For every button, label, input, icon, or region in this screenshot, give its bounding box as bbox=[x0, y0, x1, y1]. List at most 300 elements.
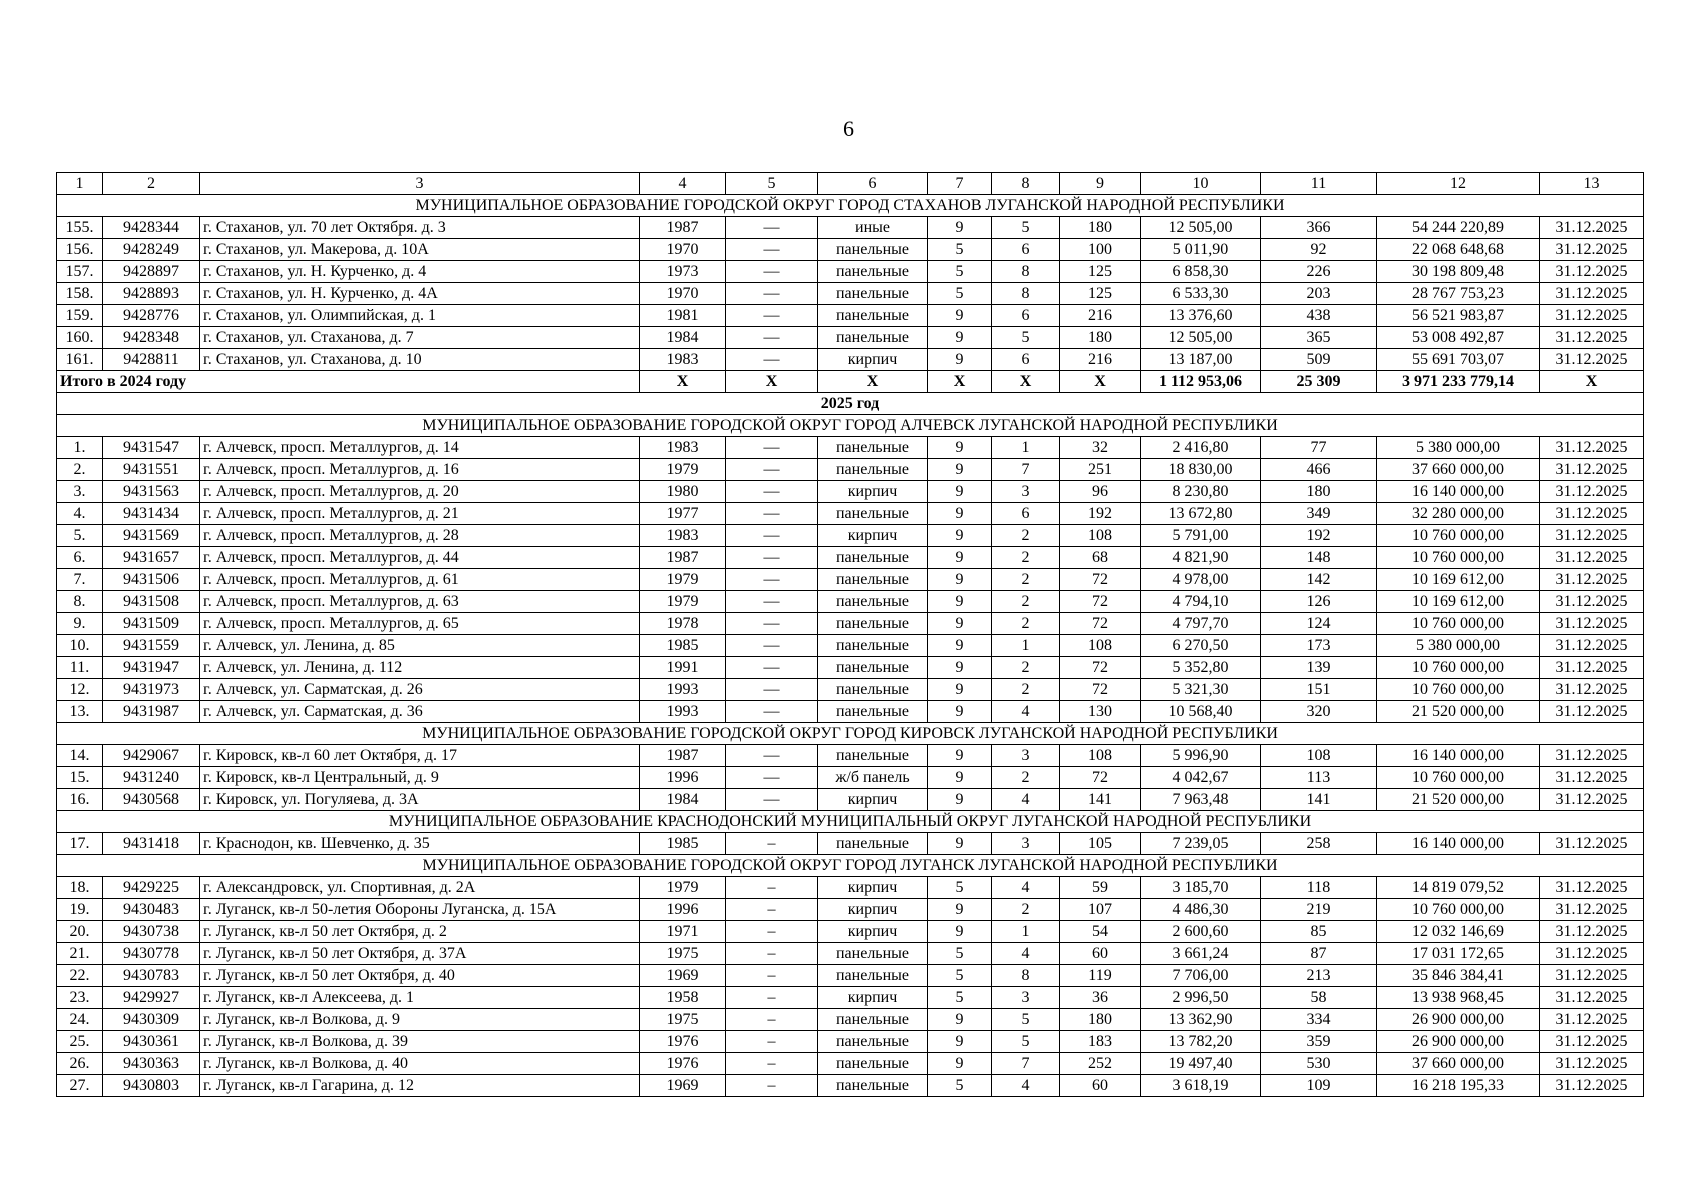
table-cell: 31.12.2025 bbox=[1540, 459, 1644, 481]
table-cell: 349 bbox=[1261, 503, 1377, 525]
table-cell: 2 bbox=[992, 899, 1060, 921]
table-cell: 5 bbox=[928, 987, 992, 1009]
table-cell: 54 244 220,89 bbox=[1377, 217, 1540, 239]
table-cell: 9430783 bbox=[103, 965, 200, 987]
table-cell: 23. bbox=[57, 987, 103, 1009]
table-cell: 1978 bbox=[640, 613, 726, 635]
table-cell: 31.12.2025 bbox=[1540, 767, 1644, 789]
table-cell: 21 520 000,00 bbox=[1377, 701, 1540, 723]
table-cell: 60 bbox=[1060, 1075, 1141, 1097]
table-cell: г. Луганск, кв-л 50 лет Октября, д. 37А bbox=[200, 943, 640, 965]
table-cell: 77 bbox=[1261, 437, 1377, 459]
table-cell: 31.12.2025 bbox=[1540, 349, 1644, 371]
table-cell: 180 bbox=[1060, 1009, 1141, 1031]
table-cell: 13 672,80 bbox=[1141, 503, 1261, 525]
table-cell: 216 bbox=[1060, 305, 1141, 327]
table-cell: 9431506 bbox=[103, 569, 200, 591]
table-cell: г. Кировск, кв-л 60 лет Октября, д. 17 bbox=[200, 745, 640, 767]
table-cell: панельные bbox=[818, 591, 928, 613]
table-cell: 9431947 bbox=[103, 657, 200, 679]
table-cell: г. Алчевск, ул. Ленина, д. 112 bbox=[200, 657, 640, 679]
table-cell: г. Алчевск, просп. Металлургов, д. 20 bbox=[200, 481, 640, 503]
table-cell: 9430361 bbox=[103, 1031, 200, 1053]
table-cell: 17. bbox=[57, 833, 103, 855]
table-cell: 19. bbox=[57, 899, 103, 921]
table-cell: 2 600,60 bbox=[1141, 921, 1261, 943]
year-heading-text: 2025 год bbox=[57, 393, 1644, 415]
table-cell: панельные bbox=[818, 1009, 928, 1031]
table-cell: 26 900 000,00 bbox=[1377, 1031, 1540, 1053]
table-cell: г. Стаханов, ул. Н. Курченко, д. 4А bbox=[200, 283, 640, 305]
table-cell: 125 bbox=[1060, 261, 1141, 283]
table-cell: 1. bbox=[57, 437, 103, 459]
table-cell: г. Кировск, ул. Погуляева, д. 3А bbox=[200, 789, 640, 811]
table-cell: – bbox=[726, 965, 818, 987]
table-cell: 5 bbox=[928, 877, 992, 899]
table-cell: г. Алчевск, просп. Металлургов, д. 28 bbox=[200, 525, 640, 547]
table-cell: 1977 bbox=[640, 503, 726, 525]
table-cell: 5 321,30 bbox=[1141, 679, 1261, 701]
table-cell: г. Алчевск, ул. Сарматская, д. 36 bbox=[200, 701, 640, 723]
table-cell: — bbox=[726, 283, 818, 305]
section-heading bbox=[57, 723, 1644, 745]
table-cell: 6 533,30 bbox=[1141, 283, 1261, 305]
table-cell: 32 280 000,00 bbox=[1377, 503, 1540, 525]
table-cell: 85 bbox=[1261, 921, 1377, 943]
table-cell: 31.12.2025 bbox=[1540, 1031, 1644, 1053]
table-cell: 10. bbox=[57, 635, 103, 657]
table-cell: 1996 bbox=[640, 899, 726, 921]
table-cell: 1970 bbox=[640, 239, 726, 261]
table-cell: 1987 bbox=[640, 745, 726, 767]
table-cell: 1975 bbox=[640, 943, 726, 965]
section-heading bbox=[57, 811, 1644, 833]
table-cell: — bbox=[726, 305, 818, 327]
table-row bbox=[57, 635, 1644, 657]
table-cell: кирпич bbox=[818, 481, 928, 503]
table-cell: 1958 bbox=[640, 987, 726, 1009]
table-cell: 2 bbox=[992, 525, 1060, 547]
table-row bbox=[57, 657, 1644, 679]
table-cell: 13 362,90 bbox=[1141, 1009, 1261, 1031]
table-cell: 58 bbox=[1261, 987, 1377, 1009]
table-cell: 9 bbox=[928, 657, 992, 679]
table-cell: – bbox=[726, 943, 818, 965]
table-cell: 16. bbox=[57, 789, 103, 811]
table-row bbox=[57, 767, 1644, 789]
table-cell: 2 bbox=[992, 591, 1060, 613]
table-cell: 6 bbox=[992, 305, 1060, 327]
table-cell: 31.12.2025 bbox=[1540, 569, 1644, 591]
table-cell: г. Алчевск, ул. Сарматская, д. 26 bbox=[200, 679, 640, 701]
table-row bbox=[57, 503, 1644, 525]
table-cell: 226 bbox=[1261, 261, 1377, 283]
table-cell: 59 bbox=[1060, 877, 1141, 899]
table-cell: 9 bbox=[928, 679, 992, 701]
total-label: Итого в 2024 году bbox=[57, 371, 640, 393]
total-cell: 1 112 953,06 bbox=[1141, 371, 1261, 393]
table-cell: 192 bbox=[1060, 503, 1141, 525]
table-cell: 31.12.2025 bbox=[1540, 635, 1644, 657]
table-cell: 96 bbox=[1060, 481, 1141, 503]
table-cell: 9 bbox=[928, 547, 992, 569]
table-cell: 1976 bbox=[640, 1053, 726, 1075]
table-cell: 9431508 bbox=[103, 591, 200, 613]
table-cell: 31.12.2025 bbox=[1540, 437, 1644, 459]
table-cell: 1983 bbox=[640, 349, 726, 371]
table-cell: 4 bbox=[992, 701, 1060, 723]
table-cell: 5 bbox=[992, 327, 1060, 349]
table-cell: 9428897 bbox=[103, 261, 200, 283]
table-cell: 9 bbox=[928, 899, 992, 921]
table-cell: — bbox=[726, 635, 818, 657]
table-cell: 92 bbox=[1261, 239, 1377, 261]
section-heading-text: МУНИЦИПАЛЬНОЕ ОБРАЗОВАНИЕ ГОРОДСКОЙ ОКРУГ ГОРОД КИРОВСК ЛУГАНСКОЙ НАРОДНОЙ РЕСПУБЛИКИ bbox=[57, 723, 1644, 745]
table-cell: 9 bbox=[928, 349, 992, 371]
table-cell: 5 380 000,00 bbox=[1377, 635, 1540, 657]
table-row bbox=[57, 1031, 1644, 1053]
table-cell: 5 bbox=[928, 965, 992, 987]
table-cell: г. Луганск, кв-л Волкова, д. 40 bbox=[200, 1053, 640, 1075]
table-row bbox=[57, 613, 1644, 635]
table-cell: 156. bbox=[57, 239, 103, 261]
table-cell: 5 bbox=[928, 261, 992, 283]
table-cell: – bbox=[726, 899, 818, 921]
table-cell: панельные bbox=[818, 305, 928, 327]
table-row bbox=[57, 1075, 1644, 1097]
total-cell: 25 309 bbox=[1261, 371, 1377, 393]
table-cell: – bbox=[726, 833, 818, 855]
table-cell: г. Алчевск, просп. Металлургов, д. 61 bbox=[200, 569, 640, 591]
table-cell: 6. bbox=[57, 547, 103, 569]
total-cell: X bbox=[726, 371, 818, 393]
table-cell: 16 140 000,00 bbox=[1377, 833, 1540, 855]
section-heading-text: МУНИЦИПАЛЬНОЕ ОБРАЗОВАНИЕ ГОРОДСКОЙ ОКРУГ ГОРОД СТАХАНОВ ЛУГАНСКОЙ НАРОДНОЙ РЕСПУБЛИКИ bbox=[57, 195, 1644, 217]
table-row bbox=[57, 679, 1644, 701]
table-cell: 1969 bbox=[640, 1075, 726, 1097]
table-cell: 31.12.2025 bbox=[1540, 327, 1644, 349]
table-cell: 9 bbox=[928, 437, 992, 459]
table-cell: 9430738 bbox=[103, 921, 200, 943]
table-cell: панельные bbox=[818, 261, 928, 283]
table-cell: 3 bbox=[992, 833, 1060, 855]
table-cell: 9431434 bbox=[103, 503, 200, 525]
table-cell: г. Стаханов, ул. Макерова, д. 10А bbox=[200, 239, 640, 261]
table-cell: 151 bbox=[1261, 679, 1377, 701]
table-cell: г. Стаханов, ул. 70 лет Октября. д. 3 bbox=[200, 217, 640, 239]
table-cell: 5 bbox=[992, 217, 1060, 239]
column-number: 4 bbox=[640, 173, 726, 195]
table-row bbox=[57, 569, 1644, 591]
table-cell: 22 068 648,68 bbox=[1377, 239, 1540, 261]
column-number: 10 bbox=[1141, 173, 1261, 195]
table-cell: 5 996,90 bbox=[1141, 745, 1261, 767]
table-cell: 8. bbox=[57, 591, 103, 613]
table-cell: 157. bbox=[57, 261, 103, 283]
table-cell: 1981 bbox=[640, 305, 726, 327]
table-cell: 7 bbox=[992, 1053, 1060, 1075]
table-cell: 9431551 bbox=[103, 459, 200, 481]
table-cell: 9 bbox=[928, 1009, 992, 1031]
table-cell: 10 169 612,00 bbox=[1377, 591, 1540, 613]
table-cell: 31.12.2025 bbox=[1540, 657, 1644, 679]
table-cell: 4 797,70 bbox=[1141, 613, 1261, 635]
table-cell: 14 819 079,52 bbox=[1377, 877, 1540, 899]
table-row bbox=[57, 1053, 1644, 1075]
table-cell: – bbox=[726, 877, 818, 899]
table-cell: 9 bbox=[928, 1053, 992, 1075]
table-cell: 26 900 000,00 bbox=[1377, 1009, 1540, 1031]
table-cell: 87 bbox=[1261, 943, 1377, 965]
table-cell: 5 bbox=[992, 1031, 1060, 1053]
table-cell: 9431563 bbox=[103, 481, 200, 503]
table-cell: — bbox=[726, 613, 818, 635]
column-number: 6 bbox=[818, 173, 928, 195]
table-cell: 109 bbox=[1261, 1075, 1377, 1097]
table-cell: 180 bbox=[1261, 481, 1377, 503]
table-row bbox=[57, 239, 1644, 261]
table-cell: 1 bbox=[992, 437, 1060, 459]
table-cell: 12 505,00 bbox=[1141, 217, 1261, 239]
table-cell: – bbox=[726, 987, 818, 1009]
table-cell: 5. bbox=[57, 525, 103, 547]
table-cell: панельные bbox=[818, 833, 928, 855]
table-row bbox=[57, 1009, 1644, 1031]
table-cell: 31.12.2025 bbox=[1540, 591, 1644, 613]
table-cell: 31.12.2025 bbox=[1540, 261, 1644, 283]
table-cell: 31.12.2025 bbox=[1540, 481, 1644, 503]
table-cell: 2. bbox=[57, 459, 103, 481]
table-cell: 16 140 000,00 bbox=[1377, 481, 1540, 503]
table-cell: 10 169 612,00 bbox=[1377, 569, 1540, 591]
table-cell: панельные bbox=[818, 1075, 928, 1097]
table-cell: 35 846 384,41 bbox=[1377, 965, 1540, 987]
table-cell: 4 bbox=[992, 943, 1060, 965]
table-cell: 1979 bbox=[640, 877, 726, 899]
table-cell: панельные bbox=[818, 547, 928, 569]
table-cell: — bbox=[726, 217, 818, 239]
table-cell: кирпич bbox=[818, 899, 928, 921]
table-cell: 130 bbox=[1060, 701, 1141, 723]
table-cell: 5 bbox=[992, 1009, 1060, 1031]
table-cell: 216 bbox=[1060, 349, 1141, 371]
table-row bbox=[57, 987, 1644, 1009]
table-cell: г. Луганск, кв-л Гагарина, д. 12 bbox=[200, 1075, 640, 1097]
table-cell: 5 352,80 bbox=[1141, 657, 1261, 679]
table-cell: панельные bbox=[818, 613, 928, 635]
table-cell: 4. bbox=[57, 503, 103, 525]
table-cell: 9 bbox=[928, 481, 992, 503]
table-cell: панельные bbox=[818, 503, 928, 525]
table-cell: 107 bbox=[1060, 899, 1141, 921]
table-cell: панельные bbox=[818, 569, 928, 591]
table-cell: 6 270,50 bbox=[1141, 635, 1261, 657]
column-number: 3 bbox=[200, 173, 640, 195]
table-cell: 4 486,30 bbox=[1141, 899, 1261, 921]
table-cell: 213 bbox=[1261, 965, 1377, 987]
table-cell: г. Луганск, кв-л Волкова, д. 39 bbox=[200, 1031, 640, 1053]
table-cell: 31.12.2025 bbox=[1540, 943, 1644, 965]
table-cell: 31.12.2025 bbox=[1540, 1053, 1644, 1075]
table-cell: г. Стаханов, ул. Н. Курченко, д. 4 bbox=[200, 261, 640, 283]
table-cell: – bbox=[726, 921, 818, 943]
table-cell: 21. bbox=[57, 943, 103, 965]
table-cell: 3. bbox=[57, 481, 103, 503]
column-number: 9 bbox=[1060, 173, 1141, 195]
table-cell: 9431509 bbox=[103, 613, 200, 635]
table-cell: 9 bbox=[928, 305, 992, 327]
table-cell: 31.12.2025 bbox=[1540, 987, 1644, 1009]
table-cell: панельные bbox=[818, 745, 928, 767]
table-cell: 3 618,19 bbox=[1141, 1075, 1261, 1097]
total-cell: X bbox=[1540, 371, 1644, 393]
table-cell: 24. bbox=[57, 1009, 103, 1031]
table-cell: панельные bbox=[818, 1031, 928, 1053]
table-cell: 530 bbox=[1261, 1053, 1377, 1075]
page-number: 6 bbox=[843, 116, 854, 141]
table-cell: 1984 bbox=[640, 327, 726, 349]
table-cell: 118 bbox=[1261, 877, 1377, 899]
table-cell: 9431657 bbox=[103, 547, 200, 569]
table-cell: 16 140 000,00 bbox=[1377, 745, 1540, 767]
table-cell: 1 bbox=[992, 921, 1060, 943]
table-cell: 10 760 000,00 bbox=[1377, 547, 1540, 569]
table-cell: 10 760 000,00 bbox=[1377, 613, 1540, 635]
column-number: 12 bbox=[1377, 173, 1540, 195]
table-cell: 9430363 bbox=[103, 1053, 200, 1075]
table-cell: г. Луганск, кв-л 50 лет Октября, д. 40 bbox=[200, 965, 640, 987]
table-cell: 7 963,48 bbox=[1141, 789, 1261, 811]
table-cell: 180 bbox=[1060, 327, 1141, 349]
table-cell: 6 858,30 bbox=[1141, 261, 1261, 283]
table-row bbox=[57, 525, 1644, 547]
table-cell: 18. bbox=[57, 877, 103, 899]
column-number: 5 bbox=[726, 173, 818, 195]
table-cell: 16 218 195,33 bbox=[1377, 1075, 1540, 1097]
table-cell: 2 bbox=[992, 547, 1060, 569]
table-cell: 31.12.2025 bbox=[1540, 679, 1644, 701]
table-cell: 3 bbox=[992, 987, 1060, 1009]
table-cell: 12 505,00 bbox=[1141, 327, 1261, 349]
table-cell: 9430483 bbox=[103, 899, 200, 921]
table-cell: 1991 bbox=[640, 657, 726, 679]
table-cell: 9 bbox=[928, 833, 992, 855]
table-cell: 9430568 bbox=[103, 789, 200, 811]
table-cell: — bbox=[726, 789, 818, 811]
table-row bbox=[57, 591, 1644, 613]
table-cell: 1973 bbox=[640, 261, 726, 283]
table-cell: 4 bbox=[992, 789, 1060, 811]
table-cell: 9 bbox=[928, 591, 992, 613]
table-cell: – bbox=[726, 1075, 818, 1097]
housing-table bbox=[56, 172, 1644, 1097]
total-cell: X bbox=[992, 371, 1060, 393]
table-cell: 7 239,05 bbox=[1141, 833, 1261, 855]
table-cell: 108 bbox=[1060, 525, 1141, 547]
table-cell: 7. bbox=[57, 569, 103, 591]
table-row bbox=[57, 217, 1644, 239]
table-cell: 113 bbox=[1261, 767, 1377, 789]
table-row bbox=[57, 965, 1644, 987]
table-cell: — bbox=[726, 437, 818, 459]
table-cell: — bbox=[726, 503, 818, 525]
table-cell: 3 bbox=[992, 481, 1060, 503]
table-cell: 258 bbox=[1261, 833, 1377, 855]
table-cell: панельные bbox=[818, 1053, 928, 1075]
table-cell: 2 996,50 bbox=[1141, 987, 1261, 1009]
table-cell: 68 bbox=[1060, 547, 1141, 569]
table-cell: 1985 bbox=[640, 833, 726, 855]
table-cell: 5 bbox=[928, 239, 992, 261]
table-cell: 3 185,70 bbox=[1141, 877, 1261, 899]
table-cell: 9428348 bbox=[103, 327, 200, 349]
table-cell: – bbox=[726, 1009, 818, 1031]
table-cell: 9430309 bbox=[103, 1009, 200, 1031]
table-cell: 3 661,24 bbox=[1141, 943, 1261, 965]
table-cell: 72 bbox=[1060, 569, 1141, 591]
table-row bbox=[57, 349, 1644, 371]
total-cell: X bbox=[640, 371, 726, 393]
table-cell: 124 bbox=[1261, 613, 1377, 635]
table-cell: 142 bbox=[1261, 569, 1377, 591]
year-heading bbox=[57, 393, 1644, 415]
table-cell: 10 760 000,00 bbox=[1377, 525, 1540, 547]
total-cell: X bbox=[1060, 371, 1141, 393]
table-cell: панельные bbox=[818, 679, 928, 701]
table-row bbox=[57, 459, 1644, 481]
table-cell: 5 791,00 bbox=[1141, 525, 1261, 547]
table-row bbox=[57, 261, 1644, 283]
section-heading bbox=[57, 195, 1644, 217]
table-cell: — bbox=[726, 569, 818, 591]
table-cell: 31.12.2025 bbox=[1540, 789, 1644, 811]
table-cell: 9428811 bbox=[103, 349, 200, 371]
table-cell: 9 bbox=[928, 525, 992, 547]
table-cell: 1980 bbox=[640, 481, 726, 503]
table-cell: кирпич bbox=[818, 525, 928, 547]
table-cell: 180 bbox=[1060, 217, 1141, 239]
table-cell: 252 bbox=[1060, 1053, 1141, 1075]
table-cell: 9 bbox=[928, 569, 992, 591]
table-cell: 9 bbox=[928, 613, 992, 635]
table-cell: 359 bbox=[1261, 1031, 1377, 1053]
table-cell: 5 bbox=[928, 283, 992, 305]
table-cell: 10 760 000,00 bbox=[1377, 657, 1540, 679]
table-cell: 9 bbox=[928, 1031, 992, 1053]
table-row bbox=[57, 305, 1644, 327]
table-cell: — bbox=[726, 525, 818, 547]
table-cell: 4 bbox=[992, 1075, 1060, 1097]
table-cell: 4 821,90 bbox=[1141, 547, 1261, 569]
table-cell: 251 bbox=[1060, 459, 1141, 481]
table-cell: панельные bbox=[818, 657, 928, 679]
table-cell: 1984 bbox=[640, 789, 726, 811]
table-cell: 9431418 bbox=[103, 833, 200, 855]
table-cell: — bbox=[726, 327, 818, 349]
table-cell: 108 bbox=[1060, 745, 1141, 767]
table-cell: 119 bbox=[1060, 965, 1141, 987]
table-cell: 509 bbox=[1261, 349, 1377, 371]
table-cell: 365 bbox=[1261, 327, 1377, 349]
table-cell: — bbox=[726, 657, 818, 679]
table-cell: г. Стаханов, ул. Стаханова, д. 7 bbox=[200, 327, 640, 349]
table-cell: 1 bbox=[992, 635, 1060, 657]
table-cell: 72 bbox=[1060, 679, 1141, 701]
table-cell: г. Луганск, кв-л Алексеева, д. 1 bbox=[200, 987, 640, 1009]
table-cell: панельные bbox=[818, 943, 928, 965]
table-cell: 8 bbox=[992, 965, 1060, 987]
table-cell: 31.12.2025 bbox=[1540, 1009, 1644, 1031]
